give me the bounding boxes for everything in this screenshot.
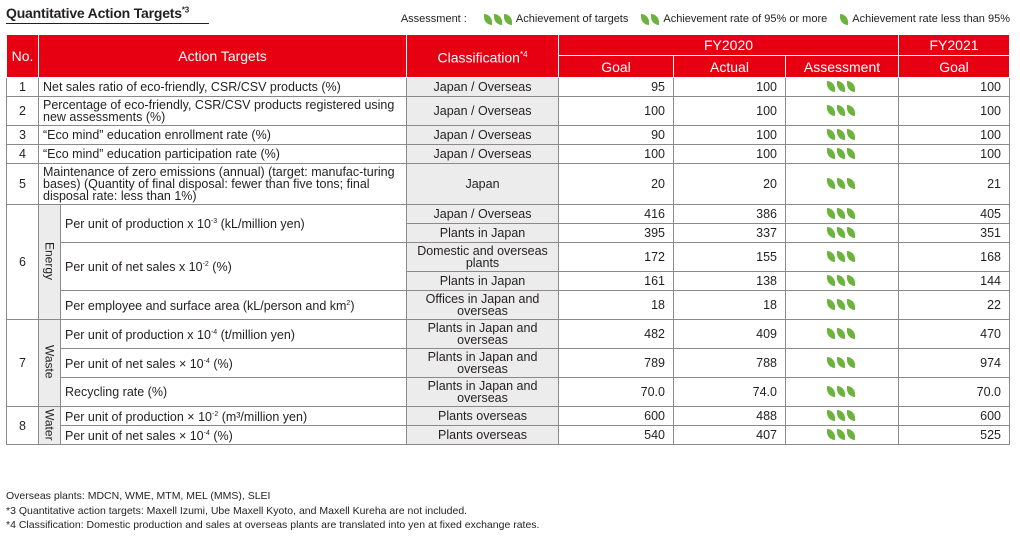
table-row: Recycling rate (%) Plants in Japan and overseas 70.0 74.0 70.0 [7,378,1010,407]
leaf-icon [847,328,855,339]
leaf-icon [847,357,855,368]
leaf-icon [837,105,845,116]
table-row: Per unit of net sales x $10^{-2}$ (%) Domestic and overseas plants 172 155 168 [7,243,1010,272]
header-fy2020: FY2020 [559,35,899,56]
table-row: Per unit of net sales × $10^{-4}$ (%) Plants overseas 540 407 525 [7,426,1010,445]
table-row: Plants in Japan 395 337 351 [7,224,1010,243]
assessment-icon [786,426,899,445]
leaf-icon [837,251,845,262]
leaf-icon [827,328,835,339]
header-assessment: Assessment [786,56,899,78]
leaf-icon [837,208,845,219]
table-row: 1 Net sales ratio of eco-friendly, CSR/CSV products (%) Japan / Overseas 95 100 100 [7,78,1010,97]
table-row: 8 Water Per unit of production × $10^{-2}$ (m³/million yen) Plants overseas 600 488 600 [7,407,1010,426]
leaf-icon [847,81,855,92]
header-fy2021: FY2021 [899,35,1010,56]
leaf-icon-2 [640,14,660,25]
table-row: 5 Maintenance of zero emissions (annual) (target: manufac-turing bases) (Quantity of final disposal: fewer than five tons; final disposal rate: less than 1%) Japan 20 20 21 [7,164,1010,205]
leaf-icon [847,386,855,397]
legend-item-1: Achievement rate less than 95% [839,13,1010,25]
leaf-icon [827,429,835,440]
leaf-icon [837,386,845,397]
leaf-icon [847,251,855,262]
assessment-icon [786,378,899,407]
group-energy: Energy [39,205,61,320]
legend-item-3: Achievement of targets [483,13,629,25]
table-row: Plants in Japan 161 138 144 [7,272,1010,291]
assessment-icon [786,126,899,145]
assessment-icon [786,272,899,291]
leaf-icon [837,328,845,339]
table-row: 3 “Eco mind” education enrollment rate (%) Japan / Overseas 90 100 100 [7,126,1010,145]
header-actual-2020: Actual [674,56,786,78]
leaf-icon [837,81,845,92]
assessment-icon [786,224,899,243]
leaf-icon [847,129,855,140]
leaf-icon [837,357,845,368]
legend-item-2: Achievement rate of 95% or more [640,13,827,25]
leaf-icon [827,227,835,238]
leaf-icon [847,178,855,189]
leaf-icon [847,105,855,116]
table-row: 7 Waste Per unit of production x $10^{-4}$ (t/million yen) Plants in Japan and overseas 482 409 470 [7,320,1010,349]
assessment-icon [786,349,899,378]
leaf-icon [847,410,855,421]
legend-label: Assessment : [400,13,467,25]
leaf-icon [827,386,835,397]
leaf-icon [827,178,835,189]
assessment-icon [786,320,899,349]
footnote: *3 Quantitative action targets: Maxell Izumi, Ube Maxell Kyoto, and Maxell Kureha are not included. [6,504,468,517]
leaf-icon [827,410,835,421]
leaf-icon [827,251,835,262]
leaf-icon-1 [839,14,849,25]
assessment-icon [786,205,899,224]
leaf-icon [847,299,855,310]
header-goal-2021: Goal [899,56,1010,78]
table-row: 4 “Eco mind” education participation rate (%) Japan / Overseas 100 100 100 [7,145,1010,164]
assessment-icon [786,243,899,272]
assessment-icon [786,97,899,126]
leaf-icon [847,208,855,219]
header-action-targets: Action Targets [39,35,407,78]
leaf-icon-3 [483,14,513,25]
table-body [7,78,1010,445]
leaf-icon [837,275,845,286]
leaf-icon [827,81,835,92]
leaf-icon [827,148,835,159]
assessment-icon [786,291,899,320]
leaf-icon [837,148,845,159]
leaf-icon [837,129,845,140]
leaf-icon [847,429,855,440]
table-row: 2 Percentage of eco-friendly, CSR/CSV products registered using new assessments (%) Japan / Overseas 100 100 100 [7,97,1010,126]
leaf-icon [837,429,845,440]
leaf-icon [827,299,835,310]
leaf-icon [837,299,845,310]
leaf-icon [847,227,855,238]
header-no: No. [7,35,39,78]
group-water: Water [39,407,61,445]
leaf-icon [827,208,835,219]
table-row: 6 Energy Per unit of production x $10^{-3}$ (kL/million yen) Japan / Overseas 416 386 405 [7,205,1010,224]
leaf-icon [827,129,835,140]
table-row: Per unit of net sales × $10^{-4}$ (%) Plants in Japan and overseas 789 788 974 [7,349,1010,378]
assessment-icon [786,164,899,205]
leaf-icon [847,275,855,286]
leaf-icon [847,148,855,159]
action-targets-table [6,34,1010,445]
leaf-icon [827,275,835,286]
page-title: Quantitative Action Targets$^{*3}$ [6,5,209,24]
leaf-icon [837,410,845,421]
group-waste: Waste [39,320,61,407]
footnote: *4 Classification: Domestic production and sales at overseas plants are translated into yen at fixed exchange rates. [6,519,540,531]
leaf-icon [827,357,835,368]
header-classification: Classification$^{*4}$ [407,35,559,78]
assessment-icon [786,407,899,426]
footnote: Overseas plants: MDCN, WME, MTM, MEL (MMS), SLEI [6,490,271,502]
assessment-icon [786,78,899,97]
leaf-icon [827,105,835,116]
header-goal-2020: Goal [559,56,674,78]
leaf-icon [837,178,845,189]
footnotes [6,489,539,533]
assessment-legend [401,13,1010,25]
assessment-icon [786,145,899,164]
leaf-icon [837,227,845,238]
table-row: Per employee and surface area (kL/person and $km^2$) Offices in Japan and overseas 18 18 22 [7,291,1010,320]
